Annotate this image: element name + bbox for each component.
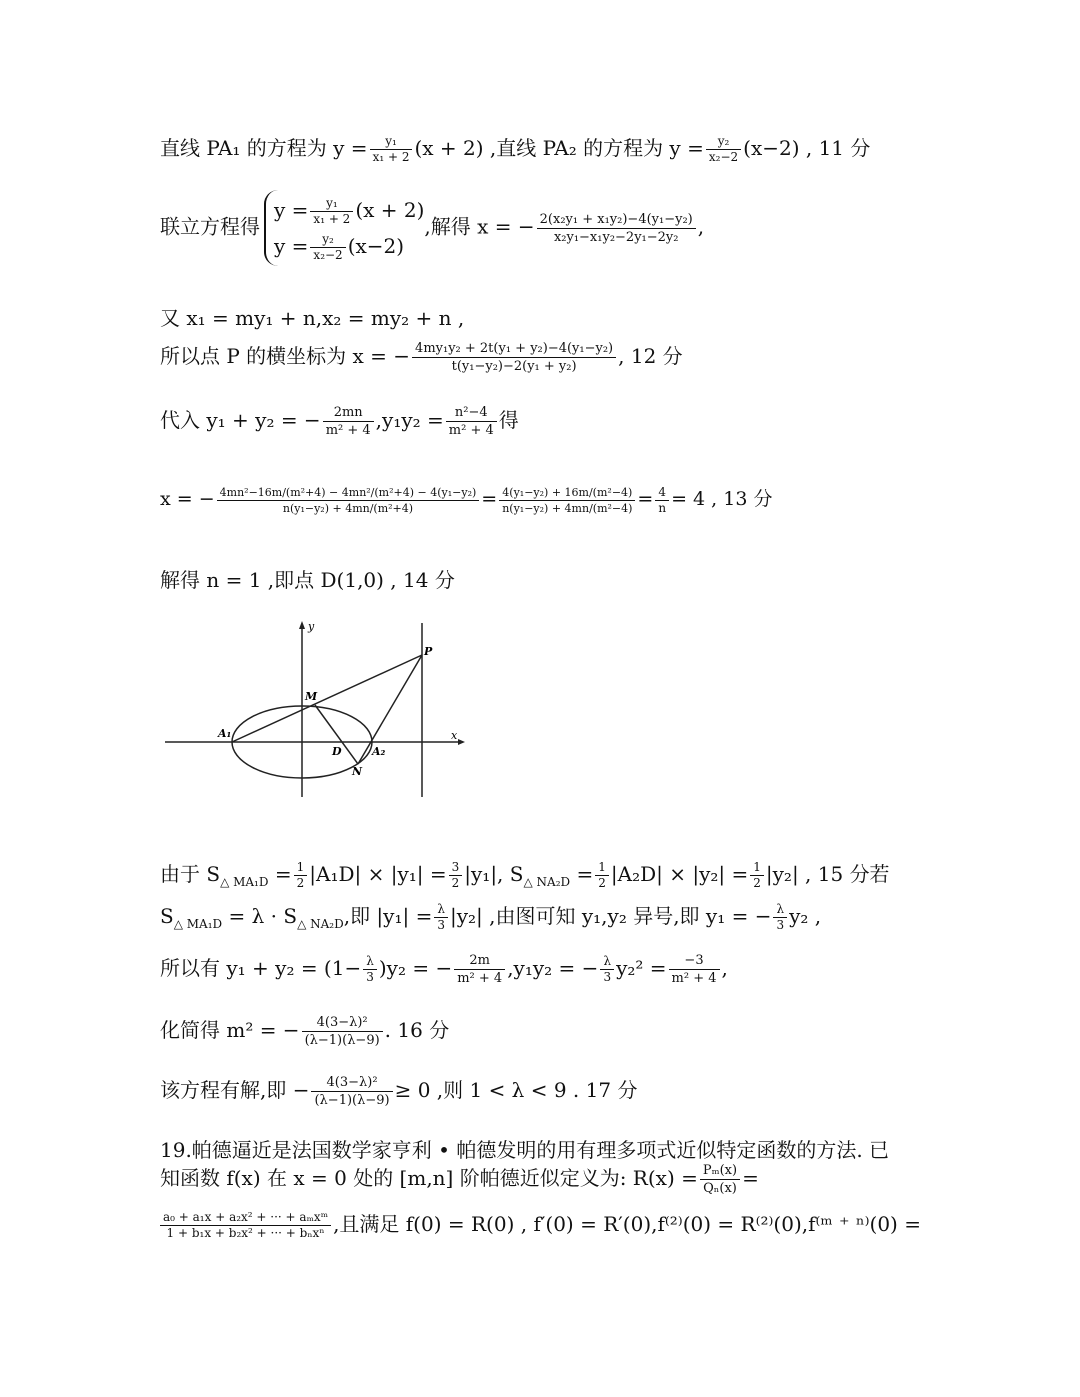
fraction [294,860,308,891]
numerator: Pₘ(x) [700,1162,740,1180]
fraction [160,1210,331,1241]
numerator: λ [600,954,614,970]
text: = λ · S [228,904,298,928]
denominator: 2 [451,876,460,890]
fraction [310,232,345,263]
text: x = − [160,488,215,510]
fraction [669,952,720,987]
text: |y₂| ,由图可知 y₁,y₂ 异号,即 y₁ = − [449,904,772,928]
numerator: 1 [294,860,308,876]
label-m: M [305,690,318,703]
line-solution-range [160,1074,940,1109]
fraction [434,902,448,933]
line-problem-19 [160,1134,940,1163]
denominator: 3 [776,918,785,932]
line-pade-conditions [158,1208,938,1241]
fraction [499,485,635,516]
numerator: −3 [669,952,720,970]
text: (x−2) , 11 分 [743,136,871,160]
text: , [721,956,728,980]
text: ≥ 0 ,则 1 < λ < 9 . 17 分 [394,1078,638,1102]
denominator: 3 [437,918,445,932]
denominator: x₁ + 2 [372,150,410,164]
numerator: 4(3−λ)² [302,1014,383,1032]
numerator: 4my₁y₂ + 2t(y₁ + y₂)−4(y₁−y₂) [412,340,616,358]
text: , 12 分 [618,344,683,368]
fraction [370,134,413,165]
fraction [655,485,669,516]
fraction [595,860,609,891]
text: 直线 PA₁ 的方程为 y = [160,136,368,160]
fraction [302,1014,383,1049]
numerator: λ [363,954,377,970]
text: ,y₁y₂ = − [507,956,599,980]
fraction [217,485,480,516]
numerator: 4(y₁−y₂) + 16m/(m²−4) [499,485,635,501]
text: 19.帕德逼近是法国数学家亨利 • 帕德发明的用有理多项式近似特定函数的方法. 已 [160,1138,890,1162]
numerator: y₂ [310,232,345,248]
text: , [697,214,705,239]
numerator: λ [434,902,448,918]
text: = [481,488,498,510]
line-system [160,190,940,266]
denominator: (λ−1)(λ−9) [304,1033,380,1048]
denominator: x₂y₁−x₁y₂−2y₁−2y₂ [553,229,679,245]
text: 又 x₁ = my₁ + n,x₂ = my₂ + n , [160,306,465,330]
text: = 4 , 13 分 [671,488,773,510]
line-area-relation [160,858,940,891]
numerator: a₀ + a₁x + a₂x² + ··· + aₘxᵐ [160,1210,331,1226]
denominator: m² + 4 [457,971,503,986]
text: 解得 n = 1 ,即点 D(1,0) , 14 分 [160,568,455,592]
numerator: 4(3−λ)² [311,1074,392,1092]
denominator: Qₙ(x) [703,1181,737,1196]
denominator: x₁ + 2 [313,212,351,226]
line-x-result [160,484,940,516]
label-d: D [332,745,342,758]
denominator: m² + 4 [448,423,494,438]
denominator: 2 [296,876,305,890]
line-sum-product [160,952,940,987]
text: |A₂D| × |y₂| = [610,862,749,886]
text: (x + 2) ,直线 PA₂ 的方程为 y = [414,136,704,160]
denominator: 1 + b₁x + b₂x² + ··· + bₙxⁿ [166,1226,325,1240]
line-p-abscissa [160,340,940,375]
fraction [750,860,764,891]
denominator: m² + 4 [671,971,717,986]
fraction [311,1074,392,1109]
numerator: 1 [750,860,764,876]
text: 联立方程得 [160,214,260,239]
numerator: 3 [449,860,463,876]
equation-system [264,190,424,266]
line-simplify [160,1014,940,1049]
text: S [160,904,174,928]
denominator: n(y₁−y₂) + 4mn/(m²−4) [502,501,633,515]
text: = [742,1166,759,1190]
text: 化简得 m² = − [160,1018,300,1042]
fraction [773,902,787,933]
text: (x−2) [347,234,405,258]
numerator: 2mn [323,404,374,422]
denominator: 3 [366,970,374,984]
numerator: y₂ [706,134,741,150]
denominator: m² + 4 [325,423,371,438]
denominator: n [658,500,667,515]
text: 得 [498,408,519,432]
text: = [274,862,292,886]
x-axis-label: x [451,729,458,742]
line-p-n [358,655,422,764]
subscript: △ MA₁D [220,875,269,889]
ellipse-figure [160,615,480,805]
line-pa-equations [160,132,940,165]
label-a1: A₁ [218,727,232,740]
line-a1-p [232,655,422,742]
y-axis-arrow [299,621,305,629]
denominator: x₂−2 [708,150,739,164]
label-a2: A₂ [372,745,386,758]
text: |y₂| , 15 分若 [765,862,890,886]
line-pade-definition [160,1162,940,1197]
text: (x + 2) [355,198,425,222]
text: 由于 S [160,862,221,886]
text: ,且满足 f(0) = R(0) , f′(0) = R′(0),f⁽²⁾(0) = R⁽²⁾(0),f⁽ᵐ ⁺ ⁿ⁾(0) = [333,1212,921,1236]
denominator: n(y₁−y₂) + 4mn/(m²+4) [282,501,414,515]
denominator: x₂−2 [313,248,343,262]
numerator: y₁ [310,196,353,212]
text: y₂² = [616,956,667,980]
numerator: n²−4 [446,404,497,422]
text: = [576,862,594,886]
text: 该方程有解,即 − [160,1078,310,1102]
fraction [363,954,377,985]
fraction [706,134,741,165]
text: )y₂ = − [378,956,453,980]
subscript: △ NA₂D [297,917,344,931]
fraction [454,952,505,987]
denominator: 2 [598,876,606,890]
numerator: 4 [655,485,669,501]
fraction [449,860,463,891]
text: y = [274,198,309,222]
fraction [323,404,374,439]
text: 代入 y₁ + y₂ = − [160,408,321,432]
subscript: △ MA₁D [173,917,223,931]
text: ,y₁y₂ = [375,408,444,432]
text: . 16 分 [384,1018,450,1042]
line-solve-n [160,564,940,593]
numerator: 1 [595,860,609,876]
text: y = [274,234,309,258]
text: ,即 |y₁| = [343,904,433,928]
denominator: t(y₁−y₂)−2(y₁ + y₂) [451,359,577,374]
fraction [537,211,696,246]
numerator: λ [773,902,787,918]
denominator: (λ−1)(λ−9) [314,1093,390,1108]
fraction [412,340,616,375]
line-lambda-relation [160,900,940,933]
label-n: N [352,765,363,778]
x-axis-arrow [458,739,465,745]
numerator: 4mn²−16m/(m²+4) − 4mn²/(m²+4) − 4(y₁−y₂) [217,485,480,501]
text: = [637,488,654,510]
text: |A₁D| × |y₁| = [309,862,447,886]
text: y₂ , [789,904,822,928]
label-p: P [424,645,433,658]
text: |y₁|, S [464,862,524,886]
y-axis-label: y [308,620,315,633]
text: ,解得 x = − [424,214,535,239]
numerator: y₁ [370,134,413,150]
denominator: 3 [603,970,612,984]
text: 所以有 y₁ + y₂ = (1− [160,956,362,980]
fraction [446,404,497,439]
line-x-relations [160,302,940,331]
fraction [310,196,353,227]
fraction [700,1162,740,1197]
subscript: △ NA₂D [523,875,571,889]
fraction [600,954,614,985]
denominator: 2 [753,876,761,890]
text: 所以点 P 的横坐标为 x = − [160,344,411,368]
numerator: 2(x₂y₁ + x₁y₂)−4(y₁−y₂) [537,211,696,229]
text: 知函数 f(x) 在 x = 0 处的 [m,n] 阶帕德近似定义为: R(x) = [160,1166,698,1190]
line-substitute [160,404,940,439]
numerator: 2m [454,952,505,970]
